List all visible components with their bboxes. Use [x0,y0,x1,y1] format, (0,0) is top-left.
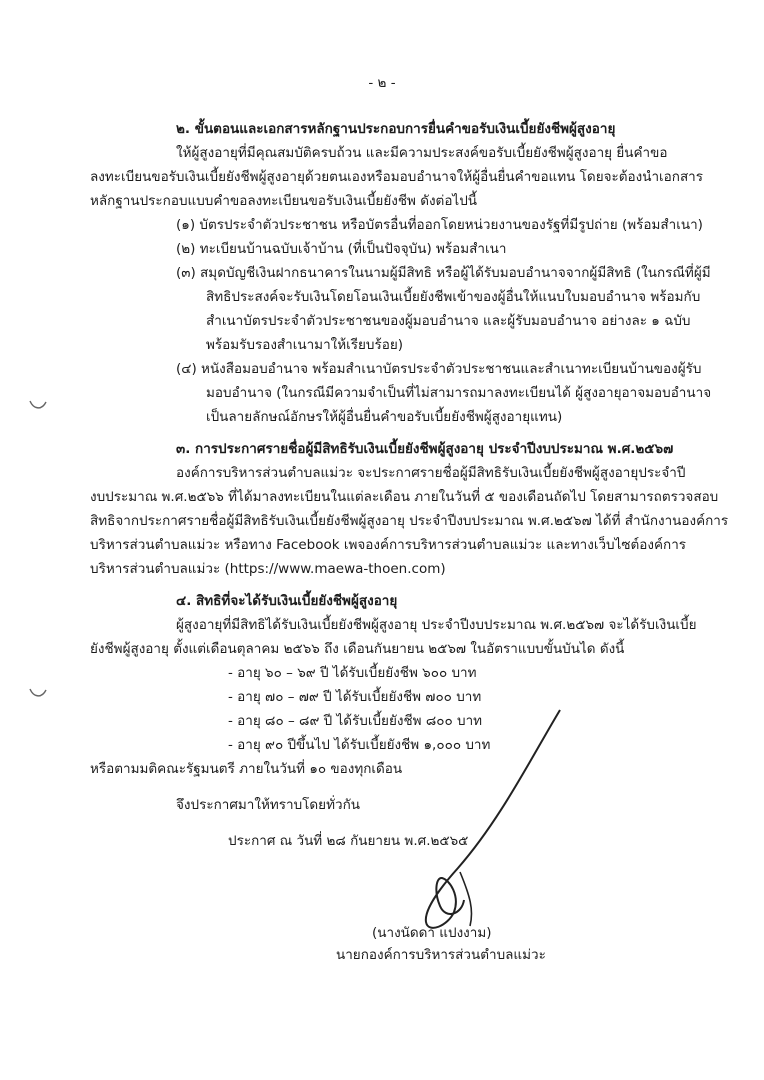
section-4-footer: หรือตามมติคณะรัฐมนตรี ภายในวันที่ ๑๐ ของทุกเดือน [90,761,403,777]
rate-item: - อายุ ๖๐ – ๖๙ ปี ได้รับเบี้ยยังชีพ ๖๐๐ บาท [228,665,477,681]
punch-hole-mark [28,686,48,700]
section-2-item-cont: สิทธิประสงค์จะรับเงินโดยโอนเงินเบี้ยยังชีพเข้าของผู้อื่นให้แนบใบมอบอำนาจ พร้อมกับ [206,289,701,305]
section-3-line: สิทธิจากประกาศรายชื่อผู้มีสิทธิรับเงินเบี้ยยังชีพผู้สูงอายุ ประจำปีงบประมาณ พ.ศ.๒๕๖๗ ได้ที่ สำนักงานองค์การ [90,513,729,529]
section-2-item-cont: มอบอำนาจ (ในกรณีมีความจำเป็นที่ไม่สามารถมาลงทะเบียนได้ ผู้สูงอายุอาจมอบอำนาจ [206,385,712,401]
punch-hole-mark [28,398,48,412]
section-2-item: (๓) สมุดบัญชีเงินฝากธนาคารในนามผู้มีสิทธิ หรือผู้ได้รับมอบอำนาจจากผู้มีสิทธิ (ในกรณีที่ผู้มี [176,265,711,281]
announcement-date: ประกาศ ณ วันที่ ๒๘ กันยายน พ.ศ.๒๕๖๕ [228,833,469,849]
rate-item: - อายุ ๙๐ ปีขึ้นไป ได้รับเบี้ยยังชีพ ๑,๐๐๐ บาท [228,737,491,753]
section-4-line: ผู้สูงอายุที่มีสิทธิได้รับเงินเบี้ยยังชีพผู้สูงอายุ ประจำปีงบประมาณ พ.ศ.๒๕๖๗ จะได้รับเงินเบี้ย [176,617,697,633]
section-2-intro-line: ให้ผู้สูงอายุที่มีคุณสมบัติครบถ้วน และมีความประสงค์ขอรับเบี้ยยังชีพผู้สูงอายุ ยื่นคำขอ [176,145,668,161]
section-2-intro-line: หลักฐานประกอบแบบคำขอลงทะเบียนขอรับเงินเบี้ยยังชีพ ดังต่อไปนี้ [90,193,478,209]
section-3-heading: ๓. การประกาศรายชื่อผู้มีสิทธิรับเงินเบี้ยยังชีพผู้สูงอายุ ประจำปีงบประมาณ พ.ศ.๒๕๖๗ [176,441,674,457]
signer-name: (นางนัดดา แปงงาม) [372,925,492,941]
section-2-intro-line: ลงทะเบียนขอรับเงินเบี้ยยังชีพผู้สูงอายุด้วยตนเองหรือมอบอำนาจให้ผู้อื่นยื่นคำขอแทน โดยจะต้องนำเอกสาร [90,169,704,185]
section-4-heading: ๔. สิทธิที่จะได้รับเงินเบี้ยยังชีพผู้สูงอายุ [176,593,398,609]
section-3-line: บริหารส่วนตำบลแม่วะ หรือทาง Facebook เพจองค์การบริหารส่วนตำบลแม่วะ และทางเว็บไซต์องค์การ [90,537,687,553]
closing-notice: จึงประกาศมาให้ทราบโดยทั่วกัน [176,797,360,813]
section-2-item: (๑) บัตรประจำตัวประชาชน หรือบัตรอื่นที่ออกโดยหน่วยงานของรัฐที่มีรูปถ่าย (พร้อมสำเนา) [176,217,703,233]
section-3-line: บริหารส่วนตำบลแม่วะ (https://www.maewa-thoen.com) [90,561,446,577]
rate-item: - อายุ ๗๐ – ๗๙ ปี ได้รับเบี้ยยังชีพ ๗๐๐ บาท [228,689,482,705]
section-2-item-cont: เป็นลายลักษณ์อักษรให้ผู้อื่นยื่นคำขอรับเบี้ยยังชีพผู้สูงอายุแทน) [206,409,563,425]
section-4-line: ยังชีพผู้สูงอายุ ตั้งแต่เดือนตุลาคม ๒๕๖๖ ถึง เดือนกันยายน ๒๕๖๗ ในอัตราแบบขั้นบันได ดังนี้ [90,641,625,657]
page-number: - ๒ - [368,75,396,91]
section-2-item-cont: สำเนาบัตรประจำตัวประชาชนของผู้มอบอำนาจ และผู้รับมอบอำนาจ อย่างละ ๑ ฉบับ [206,313,691,329]
section-2-item: (๔) หนังสือมอบอำนาจ พร้อมสำเนาบัตรประจำตัวประชาชนและสำเนาทะเบียนบ้านของผู้รับ [176,361,702,377]
section-2-item-cont: พร้อมรับรองสำเนามาให้เรียบร้อย) [206,337,404,353]
handwritten-signature [400,700,600,940]
rate-item: - อายุ ๘๐ – ๘๙ ปี ได้รับเบี้ยยังชีพ ๘๐๐ บาท [228,713,483,729]
section-2-heading: ๒. ขั้นตอนและเอกสารหลักฐานประกอบการยื่นคำขอรับเงินเบี้ยยังชีพผู้สูงอายุ [176,121,616,137]
section-3-line: องค์การบริหารส่วนตำบลแม่วะ จะประกาศรายชื่อผู้มีสิทธิรับเงินเบี้ยยังชีพผู้สูงอายุประจำปี [176,465,686,481]
section-3-line: งบประมาณ พ.ศ.๒๕๖๖ ที่ได้มาลงทะเบียนในแต่ละเดือน ภายในวันที่ ๕ ของเดือนถัดไป โดยสามารถตรวจสอบ [90,489,719,505]
section-2-item: (๒) ทะเบียนบ้านฉบับเจ้าบ้าน (ที่เป็นปัจจุบัน) พร้อมสำเนา [176,241,507,257]
signer-title: นายกองค์การบริหารส่วนตำบลแม่วะ [336,947,546,963]
